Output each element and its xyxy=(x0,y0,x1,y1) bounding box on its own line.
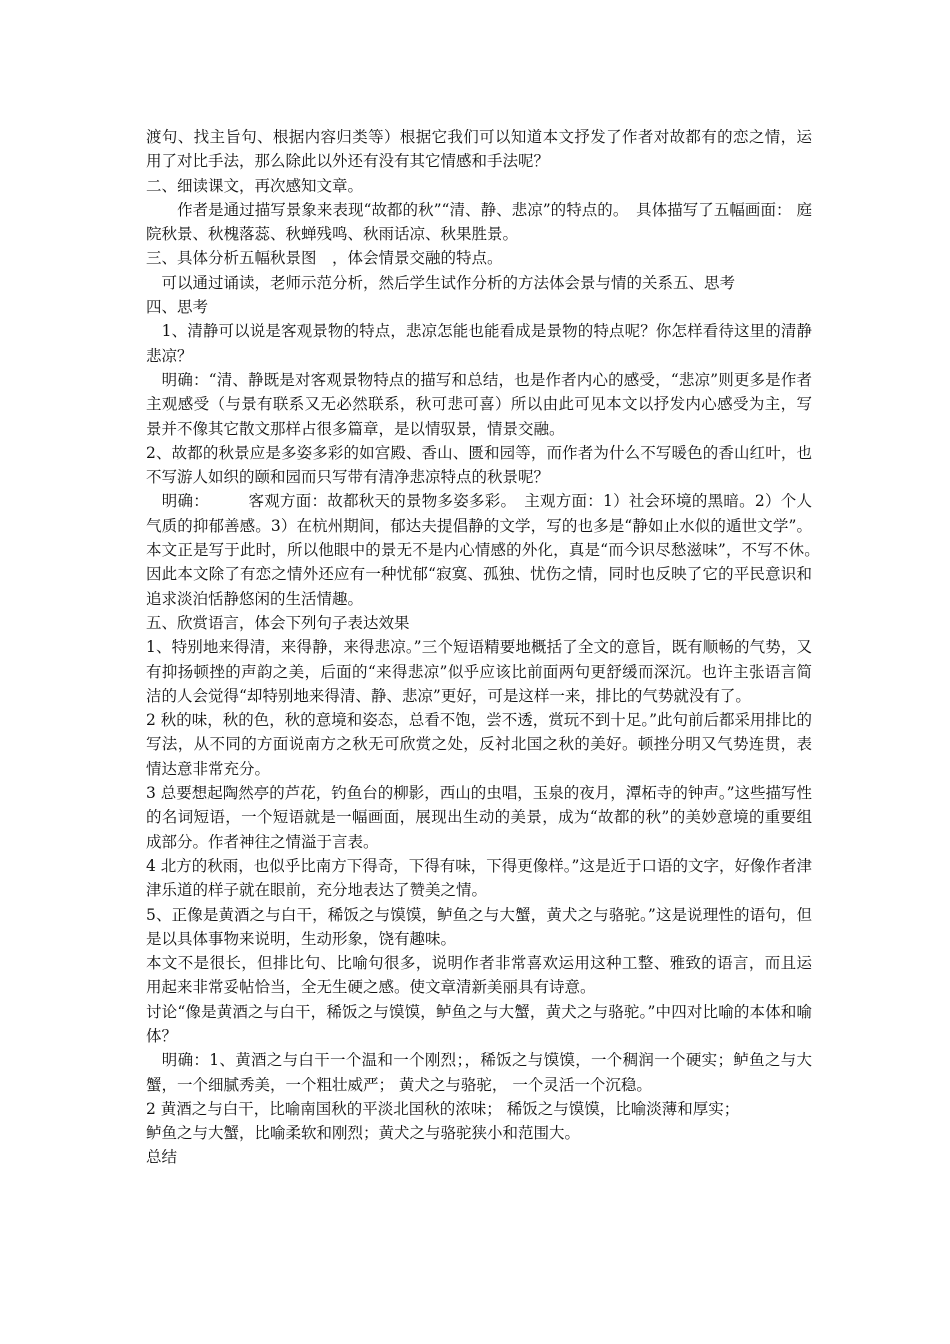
discussion-answer-3: 鲈鱼之与大蟹，比喻柔软和刚烈；黄犬之与骆驼狭小和范围大。 xyxy=(146,1124,581,1143)
question-2: 2、故都的秋景应是多姿多彩的如宫殿、香山、匮和园等，而作者为什么不写暖色的香山红叶，也不写游人如织的颐和园而只写带有清净悲凉特点的秋景呢？ xyxy=(146,443,812,487)
sentence-analysis-5: 5、正像是黄酒之与白干，稀饭之与馍馍，鲈鱼之与大蟹，黄犬之与骆驼。”这是说理性的语句，但是以具体事物来说明，生动形象，饶有趣味。 xyxy=(146,905,812,948)
section-heading-4: 四、思考 xyxy=(146,298,209,317)
discussion-answer-2: 2 黄酒之与白干，比喻南国秋的平淡北国秋的浓味； 稀饭之与馍馍，比喻淡薄和厚实； xyxy=(146,1099,740,1118)
discussion-prompt: 讨论“像是黄酒之与白干，稀饭之与馍馍，鲈鱼之与大蟹，黄犬之与骆驼。”中四对比喻的本体和喻体？ xyxy=(146,1002,812,1045)
paragraph-scenes: 作者是通过描写景象来表现“故都的秋”“清、静、悲凉”的特点的。 具体描写了五幅画面： 庭院秋景、秋槐落蕊、秋蝉残鸣、秋雨话凉、秋果胜景。 xyxy=(146,200,812,244)
paragraph-method: 可以通过诵读，老师示范分析，然后学生试作分析的方法体会景与情的关系五、思考 xyxy=(146,273,736,292)
question-1: 1、清静可以说是客观景物的特点，悲凉怎能也能看成是景物的特点呢？你怎样看待这里的清静悲凉？ xyxy=(146,322,812,365)
section-heading-5: 五、欣赏语言，体会下列句子表达效果 xyxy=(146,613,410,632)
paragraph-language-summary: 本文不是很长，但排比句、比喻句很多，说明作者非常喜欢运用这种工整、雅致的语言，而且运用起来非常妥帖恰当，全无生硬之感。使文章清新美丽具有诗意。 xyxy=(146,954,812,997)
section-heading-3: 三、具体分析五幅秋景图 ，体会情景交融的特点。 xyxy=(146,249,503,268)
summary-heading: 总结 xyxy=(146,1148,178,1167)
answer-2: 明确： 客观方面：故都秋天的景物多姿多彩。 主观方面：1）社会环境的黑暗。2）个人气质的抑郁善感。3）在杭州期间，郁达夫提倡静的文学，写的也多是“静如止水似的遁世文学”。本文正是写于此时，所以他眼中的景无不是内心情感的外化，真是“而今识尽愁滋味”，不写不休。 因此本文除了有恋之情外还应有一种忧郁“寂寞、孤独、忧伤之情，同时也反映了它的平民意识和追求淡泊恬静悠闲的生活情趣。 xyxy=(146,492,844,608)
sentence-analysis-2: 2 秋的味，秋的色，秋的意境和姿态，总看不饱，尝不透，赏玩不到十足。”此句前后都采用排比的写法，从不同的方面说南方之秋无可欣赏之处，反衬北国之秋的美好。顿挫分明又气势连贯，表情达意非常充分。 xyxy=(146,711,812,778)
paragraph-intro-continuation: 渡句、找主旨句、根据内容归类等）根据它我们可以知道本文抒发了作者对故都有的恋之情，运用了对比手法，那么除此以外还有没有其它情感和手法呢？ xyxy=(146,128,812,171)
section-heading-2: 二、细读课文，再次感知文章。 xyxy=(146,176,364,195)
sentence-analysis-1: 1、特别地来得清，来得静，来得悲凉。”三个短语精要地概括了全文的意旨，既有顺畅的气势，又有抑扬顿挫的声韵之美，后面的“来得悲凉”似乎应该比前面两句更舒缓而深沉。也许主张语言简洁的人会觉得“却特别地来得清、静、悲凉”更好，可是这样一来，排比的气势就没有了。 xyxy=(146,638,812,705)
discussion-answer-1: 明确：1、黄酒之与白干一个温和一个刚烈；，稀饭之与馍馍，一个稠润一个硬实；鲈鱼之与大蟹，一个细腻秀美，一个粗壮威严； 黄犬之与骆驼， 一个灵活一个沉稳。 xyxy=(146,1051,812,1094)
document-body xyxy=(146,125,844,1170)
answer-1: 明确：“清、静既是对客观景物特点的描写和总结，也是作者内心的感受，“悲凉”则更多是作者主观感受（与景有联系又无必然联系，秋可悲可喜）所以由此可见本文以抒发内心感受为主，写景并不像其它散文那样占很多篇章，是以情驭景，情景交融。 xyxy=(146,370,812,438)
sentence-analysis-4: 4 北方的秋雨，也似乎比南方下得奇，下得有味，下得更像样。”这是近于口语的文字，好像作者津津乐道的样子就在眼前，充分地表达了赞美之情。 xyxy=(146,856,812,900)
sentence-analysis-3: 3 总要想起陶然亭的芦花，钓鱼台的柳影，西山的虫唱，玉泉的夜月，潭柘寺的钟声。”这些描写性的名词短语，一个短语就是一幅画面，展现出生动的美景，成为“故都的秋”的美妙意境的重要组成部分。作者神往之情溢于言表。 xyxy=(146,784,812,851)
